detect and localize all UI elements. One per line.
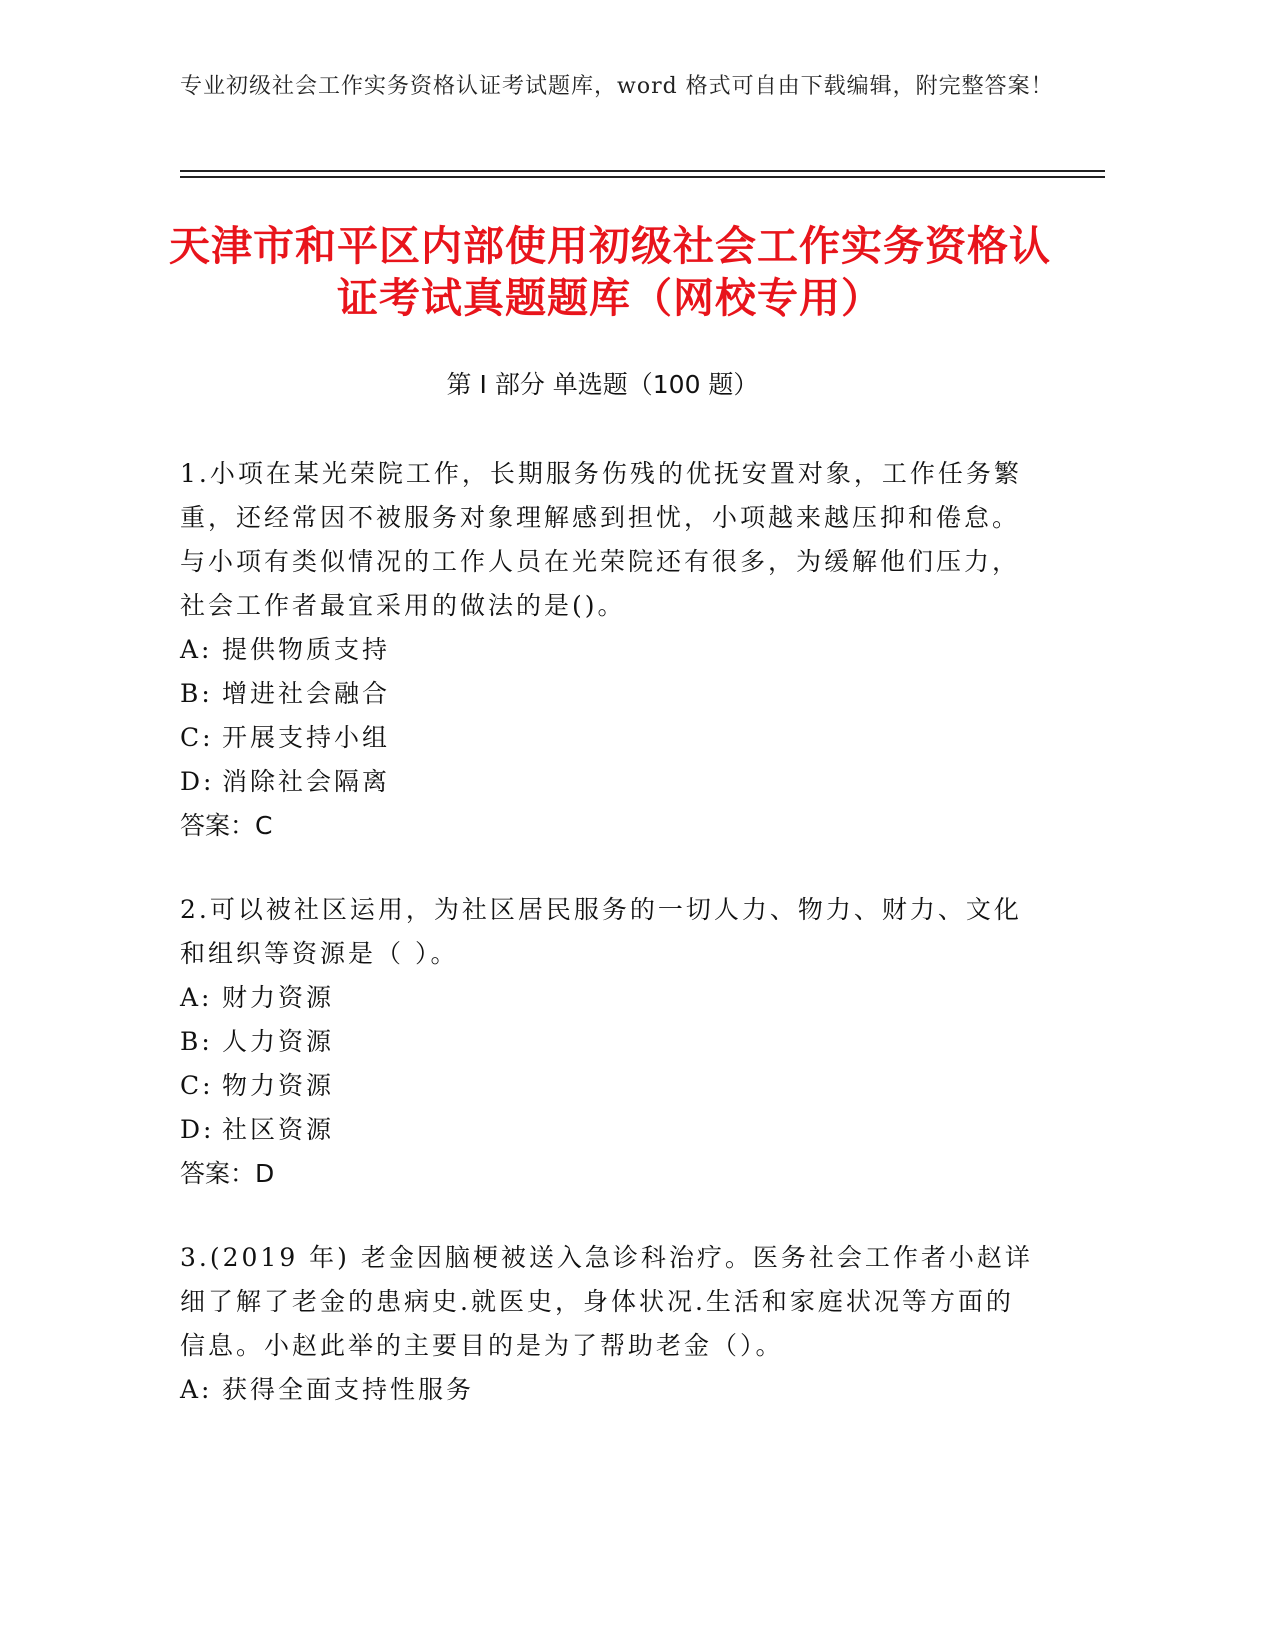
option-letter: A: — [180, 635, 213, 664]
option-letter: D: — [180, 1115, 215, 1144]
question-stem: 3.(2019 年) 老金因脑梗被送入急诊科治疗。医务社会工作者小赵详细了解了老金的患病史.就医史，身体状况.生活和家庭状况等方面的信息。小赵此举的主要目的是为了帮助老金（）。 — [180, 1243, 1033, 1360]
option-a — [180, 976, 1040, 1020]
option-letter: A: — [180, 1375, 213, 1404]
option-text: 人力资源 — [222, 1027, 335, 1056]
question-2 — [180, 888, 1040, 1196]
option-text: 提供物质支持 — [222, 635, 391, 664]
option-letter: B: — [180, 1027, 213, 1056]
option-d — [180, 760, 1040, 804]
document-title: 天津市和平区内部使用初级社会工作实务资格认证考试真题题库（网校专用） — [169, 222, 1051, 322]
option-text: 获得全面支持性服务 — [222, 1375, 475, 1404]
header-divider-bottom — [180, 176, 1105, 178]
option-text: 社区资源 — [222, 1115, 335, 1144]
option-d — [180, 1108, 1040, 1152]
header-divider-top — [180, 170, 1105, 172]
option-letter: C: — [180, 1071, 214, 1100]
option-text: 财力资源 — [222, 983, 335, 1012]
option-b — [180, 672, 1040, 716]
option-c — [180, 716, 1040, 760]
option-a — [180, 1368, 1040, 1412]
question-1 — [180, 452, 1040, 848]
option-text: 增进社会融合 — [222, 679, 391, 708]
question-stem: 2.可以被社区运用，为社区居民服务的一切人力、物力、财力、文化和组织等资源是（ ）。 — [180, 895, 1022, 968]
answer-line: 答案：D — [180, 1159, 275, 1188]
header-note: 专业初级社会工作实务资格认证考试题库，word 格式可自由下载编辑，附完整答案！ — [180, 74, 1054, 99]
option-letter: C: — [180, 723, 214, 752]
option-letter: B: — [180, 679, 213, 708]
option-c — [180, 1064, 1040, 1108]
answer-line: 答案：C — [180, 811, 273, 840]
option-b — [180, 1020, 1040, 1064]
option-letter: A: — [180, 983, 213, 1012]
section-title: 第 I 部分 单选题（100 题） — [446, 370, 759, 399]
question-stem: 1.小项在某光荣院工作，长期服务伤残的优抚安置对象，工作任务繁重，还经常因不被服务对象理解感到担忧，小项越来越压抑和倦怠。与小项有类似情况的工作人员在光荣院还有很多，为缓解他们压力，社会工作者最宜采用的做法的是()。 — [180, 459, 1022, 620]
option-text: 物力资源 — [222, 1071, 335, 1100]
option-letter: D: — [180, 767, 215, 796]
option-text: 消除社会隔离 — [222, 767, 391, 796]
option-a — [180, 628, 1040, 672]
option-text: 开展支持小组 — [222, 723, 391, 752]
question-3 — [180, 1236, 1040, 1412]
